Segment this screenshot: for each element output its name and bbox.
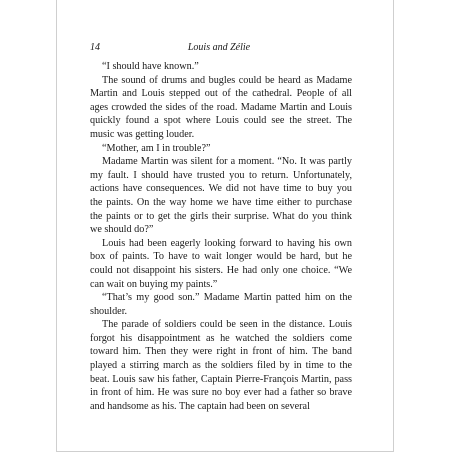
running-header	[90, 42, 348, 56]
paragraph: The parade of soldiers could be seen in the distance. Louis forgot his disappointment as he watched the soldiers come toward him. Then they were right in front of him. The band played a stirring march as the soldiers filed by in time to the beat. Louis saw his father, Captain Pierre-François Martin, pass in front of him. He was sure no boy ever had a father so brave and handsome as his. The captain had been on several	[90, 319, 352, 412]
paragraph: Louis had been eagerly looking forward to having his own box of paints. To have to wait longer would be hard, but he could not disappoint his sisters. He had only one choice. “We can wait on buying my paints.”	[90, 237, 352, 290]
paragraph: “That’s my good son.” Madame Martin patted him on the shoulder.	[90, 292, 352, 317]
body-text	[90, 60, 352, 413]
paragraph: “Mother, am I in trouble?”	[102, 142, 211, 154]
paragraph: “I should have known.”	[102, 61, 199, 72]
running-title: Louis and Zélie	[187, 42, 251, 53]
paragraph: Madame Martin was silent for a moment. “No. It was partly my fault. I should have trusted you to return. Unfortunately, actions have consequences. We did not have time to buy you the paints. On the way home we have time either to purchase the paints or to get the girls their surprise. What do you think we should do?”	[90, 156, 352, 236]
paragraph: The sound of drums and bugles could be heard as Madame Martin and Louis stepped out of the cathedral. People of all ages crowded the sides of the road. Madame Martin and Louis quickly found a spot where Louis could see the street. The music was getting louder.	[90, 74, 352, 140]
page-number: 14	[90, 42, 100, 53]
